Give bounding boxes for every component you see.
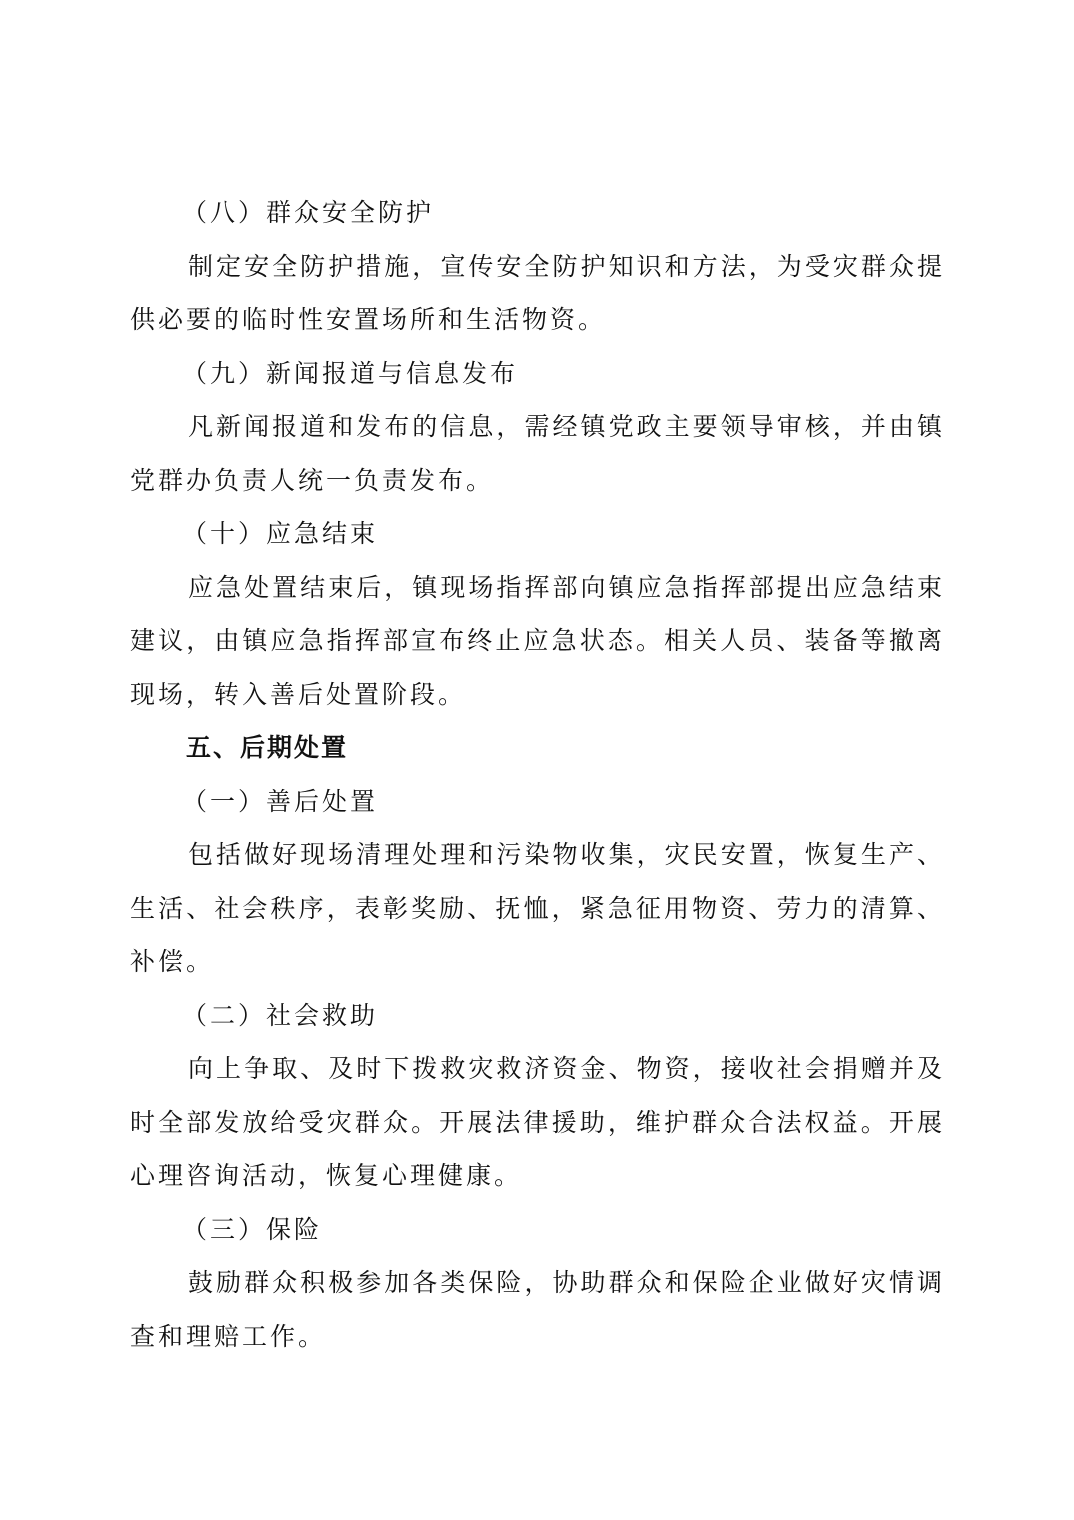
section-heading-5-3: （三）保险 — [182, 1214, 323, 1244]
section-heading-8: （八）群众安全防护 — [182, 198, 435, 227]
chapter-heading-5: 五、后期处置 — [186, 733, 349, 762]
section-heading-5-2: （二）社会救助 — [182, 1000, 379, 1030]
section-heading-5-1: （一）善后处置 — [182, 786, 379, 816]
paragraph-aftermath: 包括做好现场清理处理和污染物收集，灾民安置，恢复生产、生活、社会秩序，表彰奖励、抚恤，紧急征用物资、劳力的清算、补偿。 — [130, 840, 945, 976]
document-page — [130, 186, 945, 1363]
section-heading-10: （十）应急结束 — [182, 519, 379, 548]
section-heading-9: （九）新闻报道与信息发布 — [182, 358, 519, 388]
paragraph-safety-protection: 制定安全防护措施，宣传安全防护知识和方法，为受灾群众提供必要的临时性安置场所和生活物资。 — [130, 251, 945, 334]
paragraph-emergency-end: 应急处置结束后，镇现场指挥部向镇应急指挥部提出应急结束建议，由镇应急指挥部宣布终止应急状态。相关人员、装备等撤离现场，转入善后处置阶段。 — [130, 572, 945, 709]
paragraph-news-release: 凡新闻报道和发布的信息，需经镇党政主要领导审核，并由镇党群办负责人统一负责发布。 — [130, 412, 945, 495]
paragraph-insurance: 鼓励群众积极参加各类保险，协助群众和保险企业做好灾情调查和理赔工作。 — [130, 1268, 945, 1351]
paragraph-social-assistance: 向上争取、及时下拨救灾救济资金、物资，接收社会捐赠并及时全部发放给受灾群众。开展法律援助，维护群众合法权益。开展心理咨询活动，恢复心理健康。 — [130, 1054, 945, 1190]
